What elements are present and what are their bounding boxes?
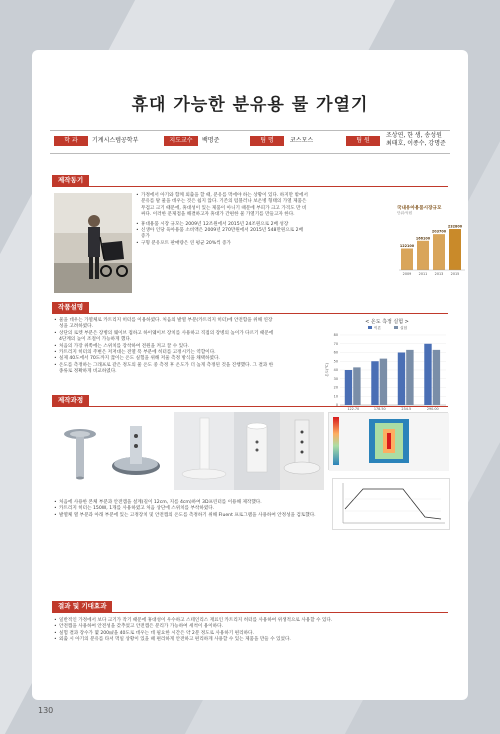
y-tick-label: 20 — [333, 385, 338, 390]
y-tick-label: 80 — [333, 333, 338, 338]
page-title: 휴대 가능한 분유용 물 가열기 — [131, 95, 369, 115]
temperature-profile-graph — [332, 478, 450, 530]
advisor-tag: 지도교수 — [164, 136, 198, 146]
list-item: • 구형 분유포트 판매량은 연 평균 20%씩 증가 — [136, 241, 308, 247]
results-bullets — [54, 618, 448, 644]
market-chart-unit: 단위:억원 — [397, 211, 413, 215]
market-bar — [417, 241, 429, 270]
list-item: • 실제 40도에서 70도까지 끓이는 온도 실험을 위해 저울 측정 방식을 채택하였다. — [54, 356, 276, 362]
legend-swatch — [368, 326, 372, 329]
temp-bar — [353, 367, 360, 405]
list-item: • 휴대용품 시장 규모는 2009년 12조원에서 2015년 24조원으로 2배 성장 — [136, 222, 308, 228]
x-tick-label: 122.70 — [347, 407, 360, 411]
members-line2: 최태호, 이종수, 강명준 — [386, 140, 446, 147]
team-tag: 팀 명 — [250, 136, 284, 146]
list-item: • 물을 데우는 가열체로 카트리지 히터를 이용하였다. 처음의 발열 부분(카트리지 히터)에 안전함을 위해 연장성을 고려하였다. — [54, 318, 276, 331]
temp-bar — [424, 344, 431, 405]
y-tick-label: 10 — [333, 394, 338, 399]
list-item: • 신생아 인당 육아용품 소비액은 2009년 270만원에서 2015년 548만원으로 2배 증가 — [136, 228, 308, 241]
motivation-bullets — [136, 193, 308, 247]
list-item: • 안전캡을 사용하여 안전성을 갖추었고 안전캡은 분리가 가능하여 세척이 용이하다. — [54, 624, 448, 630]
list-item: • 상단의 로켓 부분은 장병의 웨이브 접하고 하이웨이브 장치를 사용하고 직접의 장병의 높이가 다르기 때문에 4단계의 높이 조절이 가능하게 했다. — [54, 331, 276, 344]
members-value — [386, 132, 446, 148]
poster-sheet — [32, 50, 468, 700]
temp-bar — [433, 350, 440, 405]
legend-swatch — [394, 326, 398, 329]
process-bullets — [54, 500, 328, 519]
prototype-photo-2 — [234, 412, 280, 490]
list-item: • 처음에 사용한 본체 부분과 안전캡을 설계(길이 12cm, 지름 4cm)하여 3D프린터를 이용해 제작했다. — [54, 500, 328, 506]
market-category-label: 2015 — [450, 272, 460, 276]
market-bar — [449, 229, 461, 270]
market-chart-plot — [397, 216, 467, 282]
market-value-label: 232800 — [447, 224, 463, 229]
members-line1: 조상연, 한 생, 송성원 — [386, 132, 442, 139]
market-value-label: 166100 — [415, 236, 431, 241]
stroller-photo — [54, 193, 132, 293]
list-item: • 외출 시 아기의 분유를 타서 먹일 상황이 있을 때 편리하게 안전하고 편리하게 사용할 수 있는 제품을 만들 수 있었다. — [54, 637, 448, 643]
temp-bar — [371, 361, 378, 405]
x-tick-label: 290.00 — [426, 407, 439, 411]
market-value-label: 122100 — [399, 244, 415, 249]
temp-bar — [345, 370, 352, 405]
market-category-label: 2011 — [418, 272, 428, 276]
list-item: • 가정에서 아기와 함께 외출을 할 때, 분유를 먹에야 하는 상황이 있다. 하지만 밖에서 분유를 탈 물을 데우는 것은 쉽지 않다. 기존의 텀블러나 보온병 형태의 가열 제품은 무겁고 크기 때문에, 휴대성이 있는 제품이 아니기 때문에 부피가 크고 가격도 만 비싸다. 이러한 문제점을 해결하고자 휴대가 간편한 물 가열기를 만들고자 한다. — [136, 193, 308, 219]
team-value: 코스모스 — [290, 137, 314, 144]
legend-label: 이론 — [374, 326, 381, 330]
legend-label: 실험 — [400, 326, 407, 330]
y-tick-label: 30 — [333, 376, 338, 381]
list-item: • 온도를 측정하는 그래프로 같은 정도의 물 온도 중 측정 후 온도가 더 높게 측정된 것을 진행했다. 그 결과 한 종류로 정확하게 비교하였다. — [54, 363, 276, 376]
cad-model-1 — [64, 429, 96, 480]
market-chart — [397, 205, 467, 283]
section-results: 결과 및 기대효과 — [52, 601, 112, 612]
section-divider — [52, 313, 448, 314]
section-divider — [52, 612, 448, 613]
market-value-label: 203700 — [431, 229, 447, 234]
temp-bar — [406, 350, 413, 405]
advisor-value: 백명준 — [202, 137, 220, 144]
prototype-images — [54, 412, 324, 490]
section-description: 작품설명 — [52, 302, 89, 313]
section-divider — [52, 186, 448, 187]
market-category-label: 2013 — [434, 272, 444, 276]
section-process: 제작과정 — [52, 395, 89, 406]
x-tick-label: 234.5 — [401, 407, 412, 411]
market-bar — [433, 234, 445, 270]
list-item: • 실험 결과 장수가 몇 200㎖을 40도로 데우는 데 필요한 시간은 약 2분 정도로 사용하기 편리하다. — [54, 631, 448, 637]
list-item: • 발열체 열 부분과 아래 부분에 있는 고정장치 및 안전캡의 온도를 측정하기 위해 Fluent 프로그램을 사용하여 안정성을 검토했다. — [54, 513, 328, 519]
cad-model-2 — [112, 426, 160, 475]
temp-bar — [398, 353, 405, 406]
prototype-photo-3 — [280, 412, 324, 490]
description-bullets — [54, 318, 276, 376]
list-item: • 처음의 가장 위쪽에는 스위치를 장착하여 전원을 켜고 끌 수 있다. — [54, 344, 276, 350]
section-motivation: 제작동기 — [52, 175, 89, 186]
market-chart-title: 국내유아용품시장규모 — [397, 206, 442, 211]
temp-chart — [324, 318, 450, 424]
market-bar — [401, 249, 413, 270]
y-tick-label: 70 — [333, 341, 338, 346]
temp-chart-plot — [324, 325, 450, 423]
info-bar — [50, 130, 450, 154]
y-tick-label: 50 — [333, 359, 338, 364]
list-item: • 카트리지 히터는 150W, 1개를 사용하였고 처음 상단에 스위치를 부착하였다. — [54, 506, 328, 512]
thermal-simulation-image — [328, 412, 448, 470]
section-divider — [52, 406, 448, 407]
member-tag: 팀 원 — [346, 136, 380, 146]
prototype-photo-1 — [174, 412, 234, 490]
y-tick-label: 60 — [333, 350, 338, 355]
y-tick-label: 40 — [333, 368, 338, 373]
dept-value: 기계시스템공학부 — [92, 137, 139, 144]
page-number: 130 — [38, 706, 54, 715]
temp-bar — [380, 359, 387, 405]
y-axis-label: 온도(℃) — [325, 363, 329, 377]
list-item: • 카트리지 히터의 주변은 저저대는 전열 폭 부분에 히터를 고정시키는 역할이다. — [54, 350, 276, 356]
market-category-label: 2009 — [402, 272, 412, 276]
x-tick-label: 178.50 — [373, 407, 386, 411]
temp-chart-title: < 온도 측정 실험 > — [365, 319, 409, 325]
list-item: • 일반적인 가정에서 보다 크기가 작기 때문에 휴대성이 우수하고 스테인리스 재료인 카트리지 히터를 사용하여 위생적으로 사용할 수 있다. — [54, 618, 448, 624]
dept-tag: 학 과 — [54, 136, 88, 146]
